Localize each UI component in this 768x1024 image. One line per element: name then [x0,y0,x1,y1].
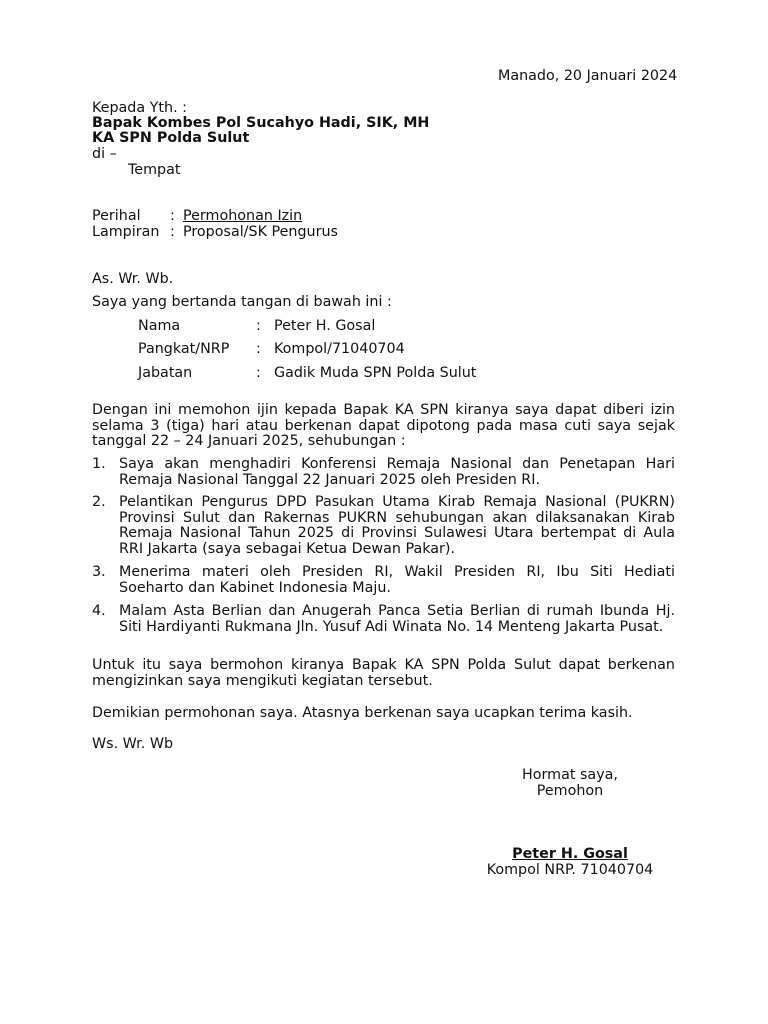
signature-rank-nrp: Kompol NRP. 71040704 [486,862,654,878]
list-item-text: Saya akan menghadiri Konferensi Remaja Nasional dan Penetapan Hari Remaja Nasional Tanggal 22 Januari 2025 oleh Presiden RI. [119,456,675,488]
signature-name: Peter H. Gosal [512,846,628,862]
signature-regards: Hormat saya, [522,767,618,783]
closing-thanks: Demikian permohonan saya. Atasnya berkenan saya ucapkan terima kasih. [92,705,633,721]
list-item-number: 1. [92,456,106,472]
place-date: Manado, 20 Januari 2024 [498,68,678,84]
signature-role: Pemohon [536,783,604,799]
list-item-number: 4. [92,603,106,619]
opening-greeting: As. Wr. Wb. [92,271,174,287]
identity-value: Peter H. Gosal [274,318,376,334]
lampiran-value: Proposal/SK Pengurus [183,224,338,240]
list-item-text: Menerima materi oleh Presiden RI, Wakil Presiden RI, Ibu Siti Hediati Soeharto dan Kabinet Indonesia Maju. [119,564,675,596]
identity-colon: : [256,318,261,334]
list-item-number: 2. [92,494,106,510]
closing-greeting: Ws. Wr. Wb [92,736,174,752]
identity-value: Kompol/71040704 [274,341,405,357]
recipient-position: KA SPN Polda Sulut [92,130,250,146]
identity-value: Gadik Muda SPN Polda Sulut [274,365,477,381]
identity-colon: : [256,341,261,357]
lampiran-colon: : [170,224,175,240]
identity-label: Pangkat/NRP [138,341,230,357]
perihal-value: Permohonan Izin [183,208,303,224]
perihal-colon: : [170,208,175,224]
list-item-text: Pelantikan Pengurus DPD Pasukan Utama Kirab Remaja Nasional (PUKRN) Provinsi Sulut dan Rakernas PUKRN sehubungan akan dilaksanakan Kirab Remaja Nasional Tahun 2025 di Provinsi Sulawesi Utara bertempat di Aula RRI Jakarta (saya sebagai Ketua Dewan Pakar). [119,494,675,557]
recipient-place: Tempat [128,162,181,178]
list-item-text: Malam Asta Berlian dan Anugerah Panca Setia Berlian di rumah Ibunda Hj. Siti Hardiyanti Rukmana Jln. Yusuf Adi Winata No. 14 Menteng Jakarta Pusat. [119,603,675,635]
request-paragraph: Dengan ini memohon ijin kepada Bapak KA SPN kiranya saya dapat diberi izin selama 3 (tiga) hari atau berkenan dapat dipotong pada masa cuti saya sejak tanggal 22 – 24 Januari 2025, sehubungan : [92,402,675,449]
intro-text: Saya yang bertanda tangan di bawah ini : [92,294,392,310]
recipient-name: Bapak Kombes Pol Sucahyo Hadi, SIK, MH [92,115,430,131]
closing-request: Untuk itu saya bermohon kiranya Bapak KA SPN Polda Sulut dapat berkenan mengizinkan saya mengikuti kegiatan tersebut. [92,657,675,689]
identity-label: Jabatan [138,365,193,381]
list-item-number: 3. [92,564,106,580]
identity-colon: : [256,365,261,381]
perihal-label: Perihal [92,208,141,224]
identity-label: Nama [138,318,181,334]
recipient-at: di – [92,146,117,162]
recipient-salutation: Kepada Yth. : [92,100,187,116]
lampiran-label: Lampiran [92,224,160,240]
